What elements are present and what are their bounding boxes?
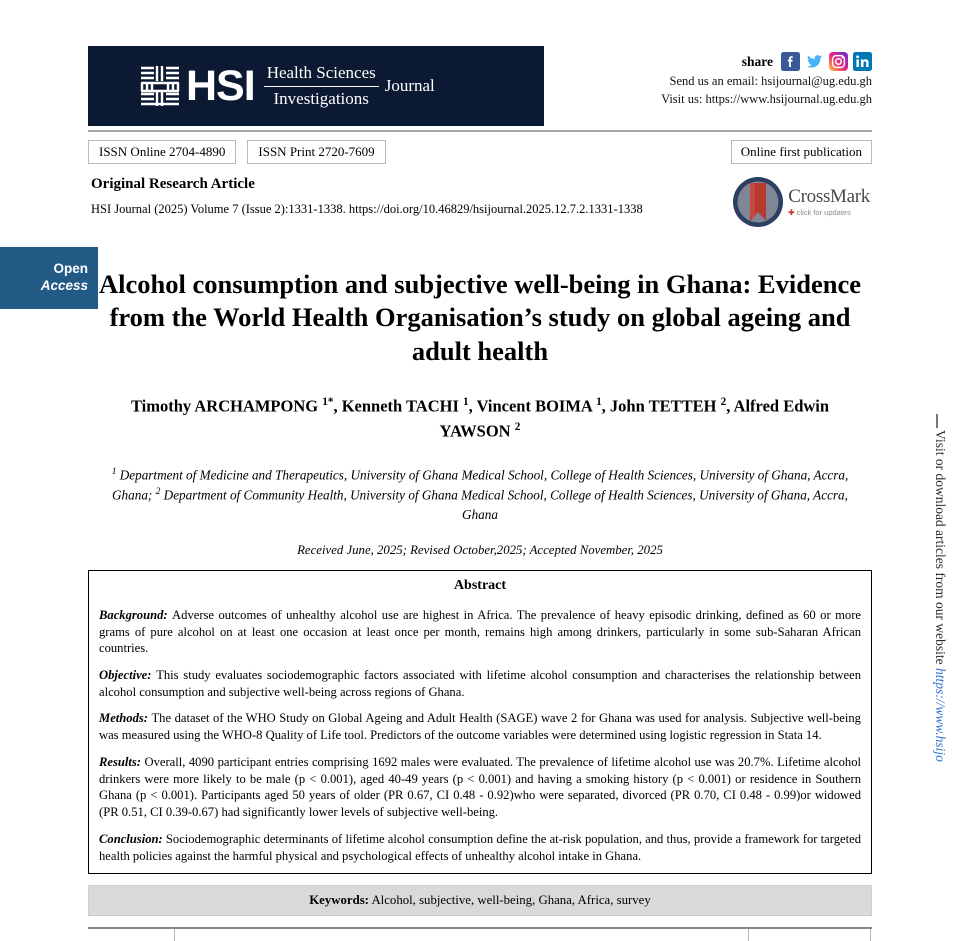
abstract-section-body: Adverse outcomes of unhealthy alcohol use are highest in Africa. The prevalence of heavy episodic drinking, defined as 60 or more grams of pure alcohol on at least one occasion at least once per month, remains high among drinkers, particularly in some sub-Saharan African countries. — [99, 607, 861, 656]
hsi-weave-logo-icon — [138, 64, 182, 108]
journal-masthead — [88, 46, 544, 126]
abstract-box — [88, 570, 872, 875]
abstract-heading: Abstract — [453, 577, 507, 593]
share-block — [572, 52, 872, 107]
header-divider — [88, 130, 872, 132]
facebook-icon[interactable] — [781, 52, 800, 71]
issn-row — [88, 140, 872, 164]
keywords-label: Keywords: — [309, 893, 369, 908]
abstract-sections — [99, 607, 861, 865]
side-note-rule — [936, 414, 938, 428]
submission-dates: Received June, 2025; Revised October,2025; Accepted November, 2025 — [297, 542, 663, 557]
abstract-section — [99, 710, 861, 743]
twitter-icon[interactable] — [805, 52, 824, 71]
article-type-label: Original Research Article — [91, 176, 255, 192]
abstract-section-label: Background: — [99, 607, 173, 622]
contact-website-line: Visit us: https://www.hsijournal.ug.edu.gh — [661, 92, 872, 106]
side-note-text — [932, 430, 948, 762]
abstract-section-label: Objective: — [99, 668, 157, 682]
content-column — [88, 0, 872, 941]
issn-print-box: ISSN Print 2720-7609 — [247, 140, 385, 164]
online-first-publication-box: Online first publication — [731, 140, 872, 164]
journal-name-line2: Investigations — [273, 88, 369, 108]
open-access-badge — [0, 247, 98, 309]
crossmark-badge[interactable] — [730, 174, 870, 230]
abstract-section-body: The dataset of the WHO Study on Global Ageing and Adult Health (SAGE) wave 2 for Ghana was used for analysis. Subjective well-being was measured using the WHO-8 Quality of Life tool. Predictors of the outcome variables were determined using logistic regression in Stata 14. — [99, 711, 861, 743]
contact-email-line: Send us an email: hsijournal@ug.edu.gh — [669, 74, 872, 88]
open-access-line2: Access — [40, 278, 88, 293]
instagram-icon[interactable] — [829, 52, 848, 71]
abstract-section — [99, 607, 861, 657]
linkedin-icon[interactable] — [853, 52, 872, 71]
abstract-section-body: This study evaluates sociodemographic factors associated with lifetime alcohol consumption and characterises the relationship between alcohol consumption and subjective well-being across regions of Ghana. — [99, 668, 861, 699]
abstract-section-label: Methods: — [99, 711, 152, 726]
crossmark-sub-text: click for updates — [796, 208, 851, 218]
abstract-section — [99, 667, 861, 700]
article-citation: HSI Journal (2025) Volume 7 (Issue 2):1331-1338. https://doi.org/10.46829/hsijournal.2025.12.7.2.1331-1338 — [91, 202, 643, 216]
journal-name-suffix: Journal — [384, 76, 435, 95]
abstract-section-body: Overall, 4090 participant entries comprising 1692 males were evaluated. The prevalence of lifetime alcohol use was 20.7%. Lifetime alcohol drinkers were more likely to be male (p < 0.001), aged 40-49 years (p < 0.001) and having a smoking history (p < 0.001) or residence in Southern Ghana (p < 0.001). Participants aged 50 years of older (PR 0.67, CI 0.48 - 0.92)who were separated, divorced (PR 0.70, CI 0.48 - 0.99)or widowed (PR 0.51, CI 0.39-0.67) had significantly lower levels of subjective well-being. — [99, 754, 861, 820]
crossmark-text — [788, 187, 870, 217]
journal-name-block — [264, 62, 435, 109]
masthead-area — [88, 0, 872, 126]
table-top-edge — [88, 927, 872, 941]
share-label: share — [741, 53, 773, 69]
article-meta-block — [88, 176, 872, 240]
keywords-bar — [88, 885, 872, 916]
share-row — [572, 52, 872, 71]
abstract-section — [99, 754, 861, 821]
hsi-logo-letters: HSI — [186, 61, 255, 110]
abstract-section-label: Conclusion: — [99, 831, 166, 846]
author-list: Timothy ARCHAMPONG $^{1*}$, Kenneth TACHI $^1$, Vincent BOIMA $^1$, John TETTEH $^2$, Alfred Edwin YAWSON $^2$ — [130, 396, 830, 441]
abstract-section — [99, 831, 861, 864]
open-access-line1: Open — [53, 261, 88, 277]
crossmark-logo-icon — [730, 174, 786, 230]
issn-online-box: ISSN Online 2704-4890 — [88, 140, 236, 164]
journal-name-line1: Health Sciences — [264, 62, 379, 86]
side-note-label: Visit or download articles from our website — [933, 430, 948, 669]
crossmark-name: CrossMark — [788, 186, 870, 208]
keywords-value: Alcohol, subjective, well-being, Ghana, Africa, survey — [371, 893, 651, 908]
page-title: Alcohol consumption and subjective well-being in Ghana: Evidence from the World Health Organisation’s study on global ageing and adult health — [99, 269, 861, 366]
abstract-section-body: Sociodemographic determinants of lifetime alcohol consumption define the at-risk population, and thus, provide a framework for targeted health policies against the harmful physical and psychological effects of unhealthy alcohol intake in Ghana. — [99, 831, 861, 863]
abstract-section-label: Results: — [99, 754, 145, 769]
side-note — [928, 430, 950, 860]
crossmark-sub: ✚ click for updates — [788, 208, 851, 218]
side-note-url[interactable]: https://www.hsijo — [933, 668, 948, 762]
affiliations: $^1$ Department of Medicine and Therapeutics, University of Ghana Medical School, College of Health Sciences, University of Ghana, Accra, Ghana; $^2$ Department of Community Health, University of Ghana Medical School, College of Health Sciences, University of Ghana, Accra, Ghana — [111, 466, 849, 522]
